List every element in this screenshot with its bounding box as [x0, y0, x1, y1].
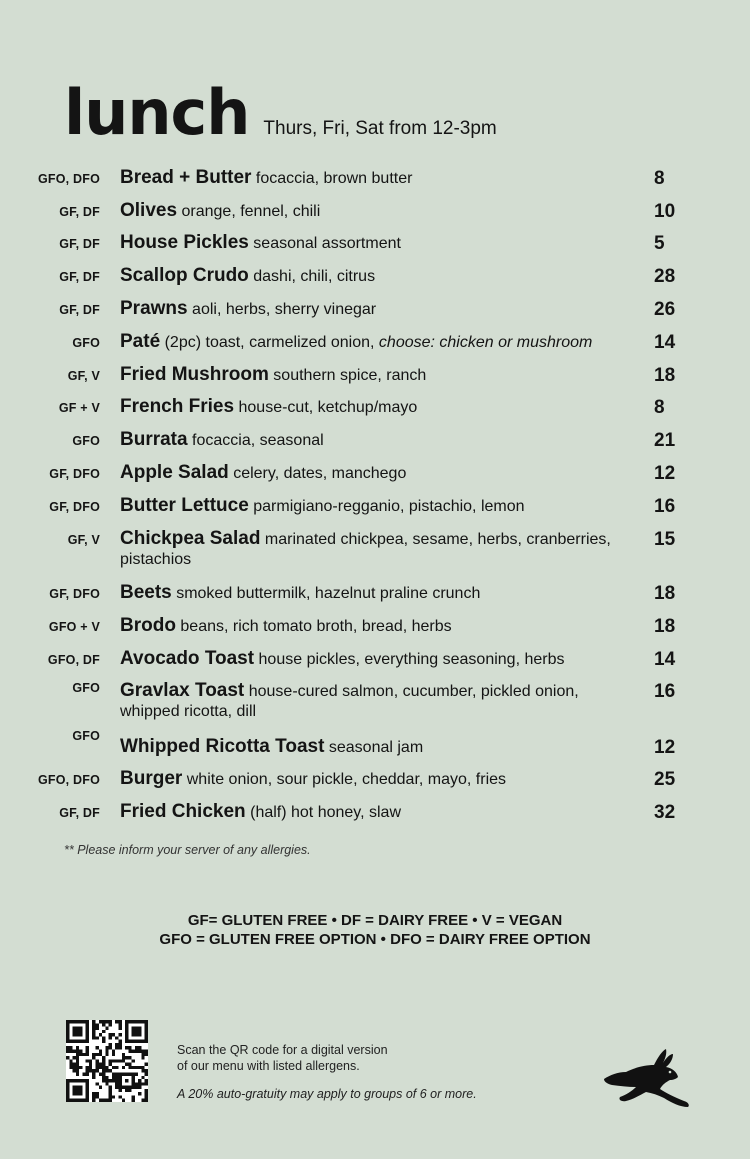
dietary-tags: GFO: [72, 434, 100, 448]
menu-item-text: [120, 332, 635, 353]
menu-item-description: dashi, chili, citrus: [253, 268, 376, 285]
menu-item-description: house-cut, ketchup/mayo: [238, 399, 418, 416]
allergy-note: ** Please inform your server of any allergies.: [64, 843, 311, 857]
menu-item-name: House Pickles: [120, 232, 249, 253]
menu-item-name: Fried Mushroom: [120, 364, 269, 385]
menu-item-text: [120, 737, 635, 758]
dietary-tags: GF, DF: [59, 303, 100, 317]
dietary-tags: GFO, DFO: [37, 773, 100, 787]
service-hours: Thurs, Fri, Sat from 12-3pm: [263, 118, 497, 139]
menu-item-text: [120, 681, 635, 722]
menu-item-text: [120, 802, 635, 823]
menu-item-name: French Fries: [120, 396, 235, 417]
menu-item-description: orange, fennel, chili: [181, 203, 321, 220]
dietary-tags: GFO, DF: [47, 653, 100, 667]
qr-code[interactable]: [66, 1020, 148, 1102]
menu-item-price: 8: [654, 397, 665, 418]
menu-item-description: southern spice, ranch: [273, 367, 427, 384]
menu-item-name: Paté: [120, 331, 161, 352]
menu-item-price: 14: [654, 332, 676, 353]
menu-item-text: [120, 430, 635, 451]
menu-item-description: (2pc) toast, carmelized onion,: [164, 334, 375, 351]
menu-item-price: 16: [654, 496, 676, 517]
menu-item-price: 16: [654, 681, 676, 702]
dietary-tags: GFO + V: [48, 620, 100, 634]
menu-item-description: aoli, herbs, sherry vinegar: [192, 301, 377, 318]
dietary-tags: GF, DF: [59, 806, 100, 820]
dietary-tags: GF + V: [58, 401, 100, 415]
menu-item-price: 10: [654, 201, 676, 222]
menu-item-name: Burger: [120, 768, 183, 789]
page-title: lunch: [64, 76, 250, 149]
menu-item-price: 15: [654, 529, 676, 550]
menu-item-name: Prawns: [120, 298, 188, 319]
menu-item-price: 18: [654, 365, 676, 386]
menu-item-name: Olives: [120, 200, 178, 221]
dietary-tags: GF, DF: [59, 237, 100, 251]
menu-header: [64, 76, 497, 149]
menu-item-text: [120, 583, 635, 604]
dietary-tags: GF, V: [67, 533, 100, 547]
menu-item-price: 8: [654, 168, 665, 189]
menu-item-text: [120, 769, 635, 790]
menu-item-name: Beets: [120, 582, 172, 603]
qr-info: [177, 1042, 477, 1102]
menu-item-description: seasonal assortment: [253, 235, 401, 252]
menu-item-name: Bread + Butter: [120, 167, 252, 188]
menu-item-description: house-cured salmon, cucumber, pickled onion, whipped ricotta, dill: [120, 683, 579, 720]
dietary-tags: GFO: [72, 681, 100, 695]
menu-item-text: [120, 201, 635, 222]
menu-item-name: Scallop Crudo: [120, 265, 249, 286]
dietary-tags: GFO: [72, 729, 100, 743]
legend-line-2: GFO = GLUTEN FREE OPTION • DFO = DAIRY FREE OPTION: [159, 931, 591, 948]
dietary-tags: GF, V: [67, 369, 100, 383]
qr-text-line-1: Scan the QR code for a digital version: [177, 1043, 388, 1057]
menu-item-description: house pickles, everything seasoning, herbs: [258, 651, 565, 668]
menu-item-price: 25: [654, 769, 676, 790]
menu-item-name: Avocado Toast: [120, 648, 255, 669]
menu-item-name: Fried Chicken: [120, 801, 246, 822]
menu-item-description: beans, rich tomato broth, bread, herbs: [180, 618, 452, 635]
menu-item-description: (half) hot honey, slaw: [250, 804, 401, 821]
qr-text-line-2: of our menu with listed allergens.: [177, 1059, 360, 1073]
menu-item-name: Brodo: [120, 615, 176, 636]
rabbit-logo-icon: [600, 1045, 696, 1109]
menu-item-text: [120, 299, 635, 320]
dietary-legend: [0, 911, 750, 949]
menu-item-text: [120, 529, 635, 570]
menu-item-price: 18: [654, 616, 676, 637]
menu-item-description: focaccia, seasonal: [192, 432, 324, 449]
menu-item-price: 32: [654, 802, 676, 823]
menu-item-price: 26: [654, 299, 676, 320]
menu-item-description: marinated chickpea, sesame, herbs, cranberries, pistachios: [120, 531, 611, 568]
menu-item-name: Whipped Ricotta Toast: [120, 736, 325, 757]
menu-item-price: 21: [654, 430, 676, 451]
dietary-tags: GFO, DFO: [37, 172, 100, 186]
menu-item-description: focaccia, brown butter: [255, 170, 413, 187]
menu-item-text: [120, 397, 635, 418]
menu-item-description: smoked buttermilk, hazelnut praline crunch: [176, 585, 481, 602]
dietary-tags: GF, DFO: [49, 587, 100, 601]
menu-item-name: Burrata: [120, 429, 188, 450]
menu-item-name: Apple Salad: [120, 462, 229, 483]
menu-item-price: 28: [654, 266, 676, 287]
menu-item-text: [120, 365, 635, 386]
menu-item-price: 5: [654, 233, 665, 254]
menu-item-text: [120, 616, 635, 637]
menu-item-description: white onion, sour pickle, cheddar, mayo, fries: [186, 771, 507, 788]
menu-item-description: celery, dates, manchego: [233, 465, 407, 482]
menu-item-name: Gravlax Toast: [120, 680, 245, 701]
menu-item-description: parmigiano-regganio, pistachio, lemon: [253, 498, 525, 515]
menu-item-text: [120, 266, 635, 287]
menu-item-text: [120, 233, 635, 254]
dietary-tags: GF, DFO: [49, 500, 100, 514]
dietary-tags: GF, DF: [59, 205, 100, 219]
menu-item-choice: choose: chicken or mushroom: [378, 334, 593, 351]
menu-item-price: 12: [654, 737, 676, 758]
menu-item-text: [120, 649, 635, 670]
dietary-tags: GFO: [72, 336, 100, 350]
menu-item-description: seasonal jam: [328, 739, 424, 756]
menu-item-text: [120, 496, 635, 517]
dietary-tags: GF, DF: [59, 270, 100, 284]
menu-item-price: 12: [654, 463, 676, 484]
menu-item-name: Chickpea Salad: [120, 528, 261, 549]
menu-item-text: [120, 168, 635, 189]
menu-item-text: [120, 463, 635, 484]
menu-item-price: 18: [654, 583, 676, 604]
menu-item-name: Butter Lettuce: [120, 495, 249, 516]
dietary-tags: GF, DFO: [49, 467, 100, 481]
legend-line-1: GF= GLUTEN FREE • DF = DAIRY FREE • V = VEGAN: [187, 912, 563, 929]
gratuity-note: A 20% auto-gratuity may apply to groups of 6 or more.: [177, 1087, 477, 1101]
menu-item-price: 14: [654, 649, 676, 670]
